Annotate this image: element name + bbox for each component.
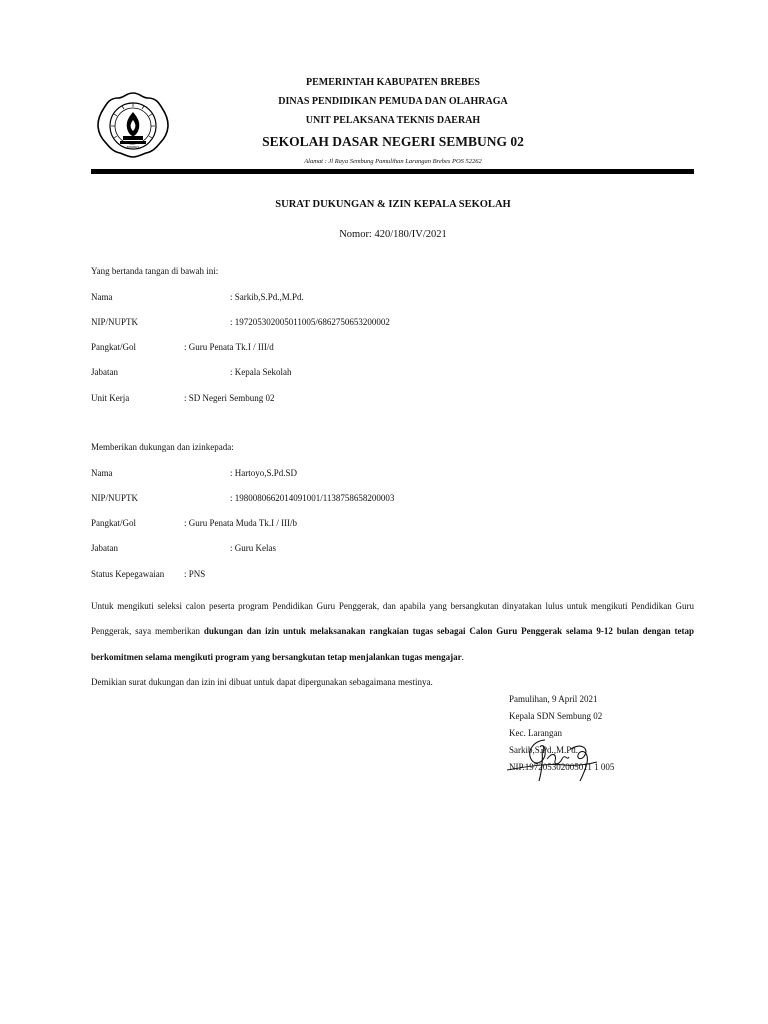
header-school-name: SEKOLAH DASAR NEGERI SEMBUNG 02: [262, 134, 524, 149]
letter-number: Nomor: 420/180/IV/2021: [339, 229, 447, 240]
recipient-position-label: Jabatan: [91, 543, 118, 553]
body-line-3: [91, 653, 694, 662]
handwritten-signature: [505, 735, 605, 785]
signature-name: Sarkib,S.Pd.,M.Pd.: [509, 745, 579, 755]
recipient-nip-label: NIP/NUPTK: [91, 493, 139, 503]
body-line-2: [91, 627, 694, 636]
header-government: PEMERINTAH KABUPATEN BREBES: [306, 77, 480, 88]
recipient-name-value: : Hartoyo,S.Pd.SD: [230, 468, 298, 478]
intro2-text: Memberikan dukungan dan izinkepada:: [91, 442, 234, 452]
signer-rank-value: : Guru Penata Tk.I / III/d: [184, 342, 274, 352]
header-department: DINAS PENDIDIKAN PEMUDA DAN OLAHRAGA: [278, 96, 508, 107]
closing-text: Demikian surat dukungan dan izin ini dibuat untuk dapat dipergunakan sebagaimana mestinya.: [91, 677, 433, 687]
signature-district: Kec. Larangan: [509, 728, 562, 738]
header-unit: UNIT PELAKSANA TEKNIS DAERAH: [305, 115, 481, 126]
signature-position: Kepala SDN Sembung 02: [509, 711, 603, 721]
body-line-2-bold: dukungan dan izin untuk melaksanakan rangkaian tugas sebagai Calon Guru Penggerak selama 9-12 bulan dengan tetap: [203, 626, 694, 636]
signer-nip-label: NIP/NUPTK: [91, 317, 139, 327]
body-line-3-bold: berkomitmen selama mengikuti program yang bersangkutan tetap menjalankan tugas mengajar: [91, 652, 462, 662]
header-address: Alamat : Jl Raya Sembung Pamulihan Larangan Brebes POS 52262: [304, 158, 482, 165]
signer-position-value: : Kepala Sekolah: [230, 367, 292, 377]
signer-nip-value: : 197205302005011005/6862750653200002: [230, 317, 390, 327]
svg-text:BREBES: BREBES: [126, 145, 140, 149]
signer-name-value: : Sarkib,S.Pd.,M.Pd.: [230, 292, 304, 302]
header-divider: [91, 169, 694, 174]
letter-title: SURAT DUKUNGAN & IZIN KEPALA SEKOLAH: [275, 199, 511, 210]
recipient-position-value: : Guru Kelas: [230, 543, 276, 553]
signer-name-label: Nama: [91, 292, 113, 302]
signature-nip: NIP.197205302005011 1 005: [509, 762, 615, 772]
body-line-3-end: .: [461, 652, 464, 662]
recipient-status-label: Status Kepegawaian: [91, 569, 165, 579]
body-line-2-plain: Penggerak, saya memberikan: [91, 626, 204, 636]
body-line-1: Untuk mengikuti seleksi calon peserta program Pendidikan Guru Penggerak, dan apabila yang bersangkutan dinyatakan lulus untuk mengikuti Pendidikan Guru: [91, 601, 694, 611]
signature-place-date: Pamulihan, 9 April 2021: [509, 694, 598, 704]
signer-unit-label: Unit Kerja: [91, 393, 130, 403]
signer-position-label: Jabatan: [91, 367, 118, 377]
recipient-nip-value: : 198008066201409100​1/1138758658200003: [230, 493, 395, 503]
signer-rank-label: Pangkat/Gol: [91, 342, 136, 352]
recipient-rank-value: : Guru Penata Muda Tk.I / III/b: [184, 518, 298, 528]
intro-text: Yang bertanda tangan di bawah ini:: [91, 266, 219, 276]
recipient-status-value: : PNS: [184, 569, 206, 579]
signer-unit-value: : SD Negeri Sembung 02: [184, 393, 275, 403]
recipient-rank-label: Pangkat/Gol: [91, 518, 136, 528]
recipient-name-label: Nama: [91, 468, 113, 478]
